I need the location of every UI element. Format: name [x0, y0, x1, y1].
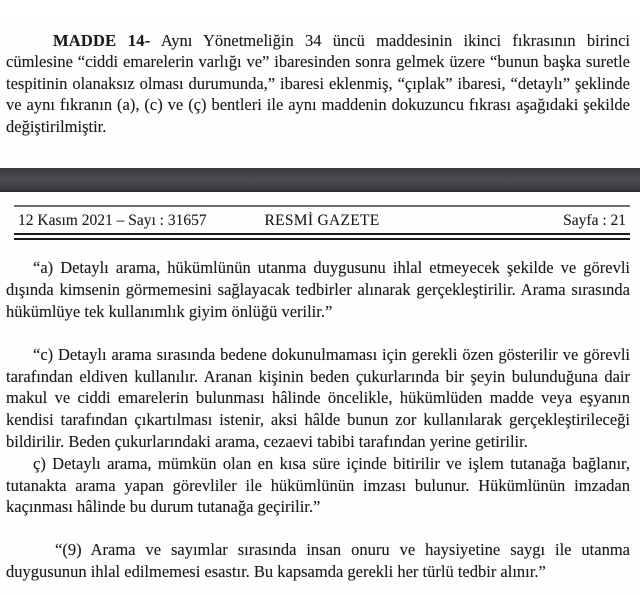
clause-a-paragraph: “a) Detaylı arama, hükümlünün utanma duygusunu ihlal etmeyecek şekilde ve görevli dışında kimsenin görmemesini sağlayacak tedbirler alınarak gerçekleştirilir. Arama sırasında hükümlüye tek kullanımlık giyim önlüğü verilir.”	[6, 258, 630, 322]
article-number-label: MADDE 14-	[53, 30, 151, 50]
clause-9-paragraph: “(9) Arama ve sayımlar sırasında insan onuru ve haysiyetine saygı ile utanma duygusunun ihlal edilmemesi esastır. Bu kapsamda gerekli her türlü tedbir alınır.”	[6, 540, 630, 582]
clause-c-paragraph: “c) Detaylı arama sırasında bedene dokunulmaması için gerekli özen gösterilir ve görevli tarafından eldiven kullanılır. Aranan kişinin beden çukurlarında bir şeyin bulunduğuna dair makul ve ciddi emarelerin bulunması hâlinde öncelikle, hükümlüden madde veya eşyanın kendisi tarafından çıkartılması istenir, aksi hâlde bunun zor kullanılarak gerçekleştirileceği bildirilir. Beden çukurlarındaki arama, cezaevi tabibi tarafından yerine getirilir.	[6, 344, 630, 452]
masthead-double-rule	[14, 233, 630, 240]
masthead-page-number: Sayfa : 21	[563, 212, 627, 230]
clause-c-cedilla-paragraph: ç) Detaylı arama, mümkün olan en kısa süre içinde bitirilir ve işlem tutanağa bağlanır, tutanakta arama yapan görevliler ile hükümlünün imzası bulunur. Hükümlünün imzadan kaçınması hâlinde bu durum tutanağa geçirilir.”	[6, 453, 630, 517]
gazette-page	[0, 17, 640, 595]
masthead	[14, 205, 630, 233]
article-intro-text: Aynı Yönetmeliğin 34 üncü maddesinin ikinci fıkrasının birinci cümlesine “ciddi emarelerin varlığı ve” ibaresinden sonra gelmek üzere “bunun başka suretle tespitinin olanaksız olması durumunda,” ibaresi eklenmiş, “çıplak” ibaresi, “detaylı” şeklinde ve aynı fıkranın (a), (c) ve (ç) bentleri ile aynı maddenin dokuzuncu fıkrası aşağıdaki şekilde değiştirilmiştir.	[6, 30, 631, 136]
masthead-gazette-title: RESMİ GAZETE	[264, 212, 380, 230]
section-divider-bar	[0, 168, 640, 192]
article-intro-paragraph	[0, 17, 640, 138]
clauses-section	[0, 257, 640, 582]
masthead-date-issue: 12 Kasım 2021 – Sayı : 31657	[18, 212, 207, 230]
